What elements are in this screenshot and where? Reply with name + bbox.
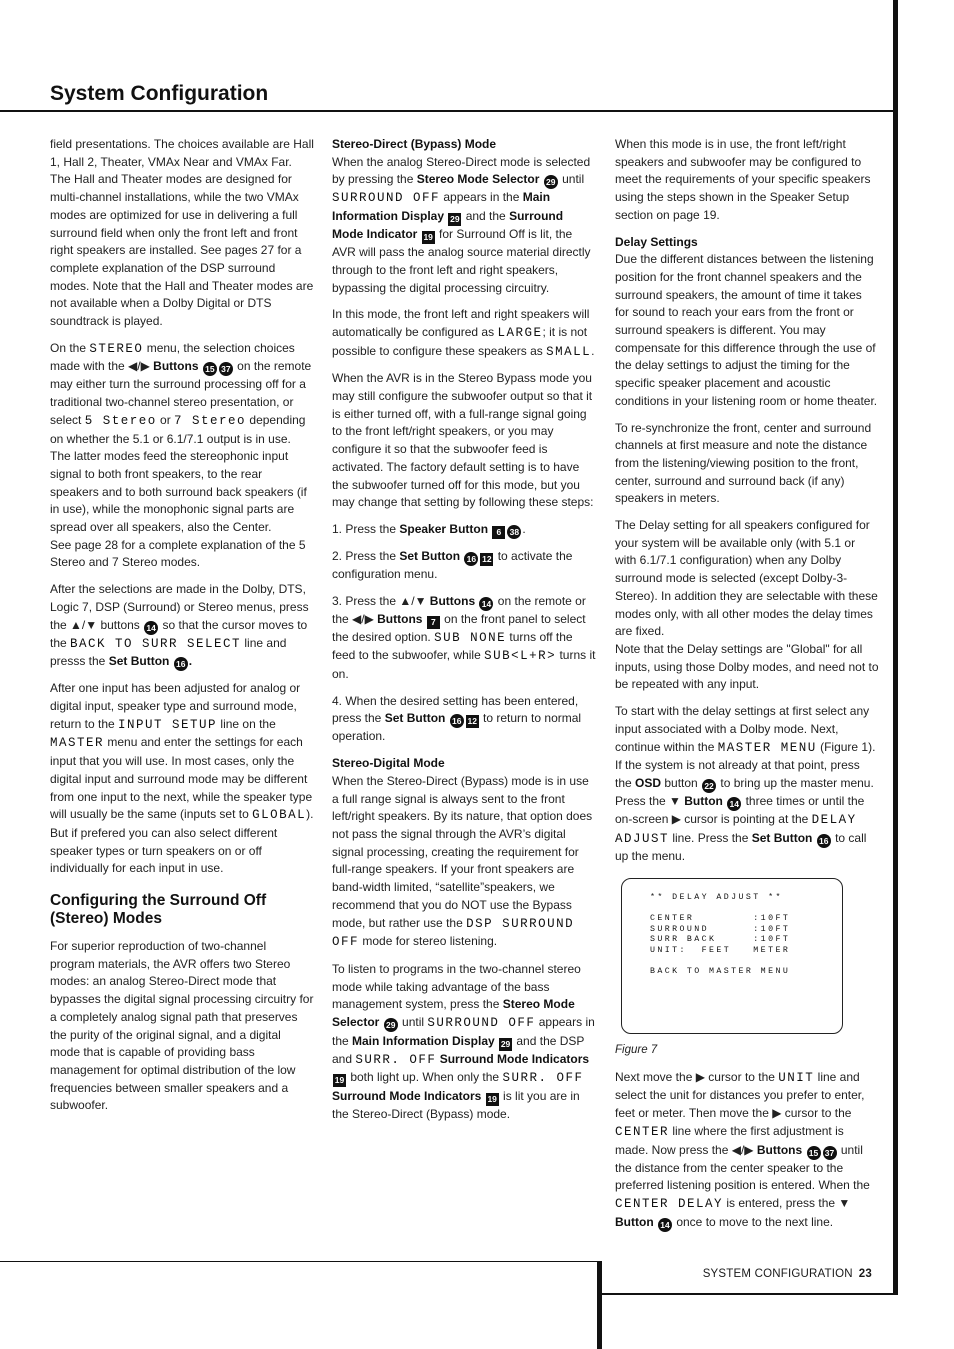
callout-square: 29 — [500, 1038, 511, 1049]
callout-square: 12 — [467, 716, 477, 727]
page-title: System Configuration — [50, 82, 269, 105]
callout-number: 16 — [174, 657, 188, 671]
osd-text: SURR. OFF — [355, 1052, 437, 1067]
callout-number: 16 — [450, 714, 464, 728]
step-item: 2. Press the Set Button 16 12 to activate the configuration menu. — [332, 548, 573, 581]
osd-text: SURR. OFF — [502, 1071, 584, 1086]
paragraph: On the STEREO menu, the selection choices made with the ◀/▶ Buttons 15 37 on the remote may either turn the surround processing off for a traditional two-channel stereo presentation, or select 5 Stereo or 7 Stereo depending on whether the 5.1 or 6.1/7.1 output is in use. The latter modes feed the stereophonic input signal to both front speakers, to the rear speakers and to both surround back speakers (if in use), while the monophonic signal parts are spread over all speakers, also the Center. See page 28 for a complete explanation of the 5 Stereo and 7 Stereo modes. — [50, 340, 312, 570]
osd-delay-adjust-screen — [621, 878, 843, 1034]
osd-text: GLOBAL — [252, 808, 307, 823]
callout-square: 29 — [450, 214, 460, 225]
column-right — [615, 136, 879, 1241]
paragraph: After one input has been adjusted for analog or digital input, speaker type and surround mode, return to the INPUT SETUP line on the MASTER menu and enter the settings for each input that you will use. In most cases, only the digital input and surround mode may be different from one input to the next, while the speaker type will usually be the same (inputs set to GLOBAL). But if prefered you can also select different speaker types or turn speakers on or off individually for each input in use. — [50, 681, 314, 876]
paragraph: After the selections are made in the Dolby, DTS, Logic 7, DSP (Surround) or Stereo menus, press the ▲/▼ buttons 14 so that the cursor moves to the BACK TO SURR SELECT line and presss the Set Button 16 . — [50, 582, 309, 670]
section-heading: Configuring the Surround Off (Stereo) Modes — [50, 892, 267, 928]
column-middle — [332, 136, 596, 1133]
osd-text: MASTER MENU — [717, 740, 817, 755]
callout-number: 14 — [144, 621, 158, 635]
callout-number: 22 — [702, 779, 716, 793]
osd-text: STEREO — [89, 341, 144, 356]
callout-number: 15 — [203, 362, 217, 376]
step-item: 3. Press the ▲/▼ Buttons 14 on the remote or the ◀/▶ Buttons 7 on the front panel to select the desired option. SUB NONE turns off the feed to the subwoofer, while SUB<L+R> turns it on. — [332, 593, 596, 682]
osd-text: BACK TO SURR SELECT — [70, 636, 242, 651]
callout-number: 29 — [384, 1018, 398, 1032]
page-footer — [600, 1268, 872, 1280]
osd-screen-title: ** DELAY ADJUST ** — [650, 893, 783, 903]
callout-number: 16 — [817, 834, 831, 848]
osd-text: CENTER — [615, 1124, 670, 1139]
osd-text: LARGE — [497, 325, 543, 340]
paragraph: For superior reproduction of two-channel program materials, the AVR offers two Stereo modes: an analog Stereo-Direct mode that bypasses the digital signal processing circuitry for a completely analog signal path that preserves the purity of the original signal, and a digital mode that is capable of providing bass management for optimal distribution of the low frequencies between smaller speakers and a subwoofer. — [50, 939, 314, 1113]
osd-text: SUB<L+R> — [484, 649, 557, 664]
osd-text: DSP SURROUND OFF — [332, 916, 575, 950]
paragraph: When this mode is in use, the front left/right speakers and subwoofer may be configured to meet the requirements of your specific speakers using the steps shown in the Speaker Setup section on page 19. — [615, 137, 871, 222]
osd-screen-row: UNIT: FEET METER — [650, 945, 791, 955]
header-rule — [0, 110, 895, 112]
osd-text: SMALL — [546, 344, 592, 359]
osd-text: DELAY ADJUST — [615, 812, 857, 846]
osd-screen-footer: BACK TO MASTER MENU — [650, 967, 791, 977]
callout-square: 19 — [487, 1094, 497, 1105]
footer-underline — [600, 1293, 898, 1295]
callout-square: 12 — [482, 553, 492, 564]
paragraph: When the AVR is in the Stereo Bypass mode you may still configure the subwoofer output so that it is either turned off, with a full-range signal going to the front left/right speakers, or you may configure it so that the subwoofer feed is activated. The factory default setting is to have the subwoofer turned off for this mode, but you may change that setting by following these steps: — [332, 371, 594, 510]
page-number: 23 — [858, 1268, 872, 1280]
osd-screen-row: CENTER :10FT — [650, 914, 791, 924]
column-left — [50, 136, 314, 1124]
osd-screen-row: SURROUND :10FT — [650, 924, 791, 934]
callout-square: 7 — [427, 616, 440, 629]
paragraph: In this mode, the front left and right speakers will automatically be configured as LARGE; it is not possible to configure these speakers as SMALL. — [332, 307, 595, 359]
osd-text: MASTER — [50, 736, 105, 751]
osd-text: 5 Stereo — [84, 413, 157, 428]
callout-number: 15 — [807, 1146, 821, 1160]
callout-number: 38 — [507, 525, 521, 539]
paragraph: Note that the Delay settings are "Global" for all inputs, using those Dolby modes, and need not to be repeated with any input. — [615, 641, 879, 692]
callout-number: 14 — [479, 597, 493, 611]
callout-number: 37 — [823, 1146, 837, 1160]
footer-rule — [0, 1261, 600, 1262]
subsection-heading: Delay Settings — [615, 234, 698, 249]
step-item: 4. When the desired setting has been entered, press the Set Button 16 12 to return to normal operation. — [332, 693, 582, 744]
osd-text: INPUT SETUP — [118, 717, 218, 732]
paragraph: The Delay setting for all speakers configured for your system will be available only (with 5.1 or with 6.1/7.1 configuration) when any Dolby surround mode is selected (except Dolby-3-Stereo). In addition they are selectable with these modes only, with all other modes the delay times are fixed. — [615, 518, 878, 639]
callout-square: 19 — [334, 1075, 345, 1086]
callout-number: 16 — [464, 552, 478, 566]
osd-text: SURROUND OFF — [427, 1016, 536, 1031]
osd-text: SUB NONE — [434, 630, 507, 645]
figure-caption: Figure 7 — [615, 1044, 658, 1057]
callout-number: 29 — [544, 175, 558, 189]
paragraph: To re-synchronize the front, center and surround channels at first measure and note the distance from the listening/viewing position to the front, center, surround and surround back (if any) speakers in meters. — [615, 420, 872, 506]
paragraph: field presentations. The choices available are Hall 1, Hall 2, Theater, VMAx Near and VMAx Far. The Hall and Theater modes are designed for multi-channel installations, while the two VMAx modes are optimized for use in delivering a full surround field when only the front left and front right speakers are installed. See pages 27 for a complete explanation of the DSP surround modes. Note that the Hall and Theater modes are not available when a Dolby Digital or DTS soundtrack is played. — [50, 137, 314, 329]
callout-number: 14 — [727, 797, 741, 811]
osd-screen-row: SURR BACK :10FT — [650, 935, 791, 945]
osd-text: 7 Stereo — [174, 413, 247, 428]
callout-number: 14 — [658, 1218, 672, 1232]
paragraph: When the Stereo-Direct (Bypass) mode is in use a full range signal is always sent to the front left/right speakers. By its nature, that option does not pass the signal through the AVR’s digital signal processing, creating the requirement for full-range speakers. If your front speakers are band-width limited, “satellite”speakers, we recommend that you do NOT use the Bypass mode, but rather use the DSP SURROUND OFF mode for stereo listening. — [332, 773, 593, 950]
callout-square: 6 — [492, 526, 505, 539]
right-edge-bar — [893, 0, 898, 1295]
paragraph: To listen to programs in the two-channel stereo mode while taking advantage of the bass management system, press the Stereo Mode Selector 29 until SURROUND OFF appears in the Main Information Display 29 and the DSP and SURR. OFF Surround Mode Indicators 19 both light up. When only the SURR. OFF Surround Mode Indicators 19 is lit you are in the Stereo-Direct (Bypass) mode. — [332, 961, 595, 1122]
paragraph: Next move the ▶ cursor to the UNIT line and select the unit for distances you prefer to enter, feet or meter. Then move the ▶ cursor to the CENTER line where the first adjustment is made. Now press the ◀/▶ Buttons 15 37 until the distance from the center speaker to the preferred listening position is entered. When the CENTER DELAY is entered, press the ▼ Button 14 once to move to the next line. — [615, 1069, 870, 1230]
callout-square: 19 — [423, 232, 433, 243]
osd-text: UNIT — [778, 1070, 815, 1085]
subsection-heading: Stereo-Digital Mode — [332, 756, 445, 771]
callout-number: 37 — [219, 362, 233, 376]
paragraph: To start with the delay settings at first select any input associated with a Dolby mode. Next, continue within the MASTER MENU (Figure 1). If the system is not already at that point, press the OSD button 22 to bring up the master menu. Press the ▼ Button 14 three times or until the on-screen ▶ cursor is pointing at the DELAY ADJUST line. Press the Set Button 16 to call up the menu. — [615, 704, 876, 864]
step-item: 1. Press the Speaker Button 6 38 . — [332, 521, 526, 537]
osd-text: CENTER DELAY — [615, 1196, 724, 1211]
footer-label: SYSTEM CONFIGURATION — [702, 1268, 853, 1280]
osd-text: SURROUND OFF — [332, 191, 441, 206]
paragraph: Due the different distances between the listening position for the front channel speakers and the surround speakers, the amount of time it takes for sound to reach your ears from the front or surround speakers is different. You may compensate for this difference through the use of the delay settings to adjust the timing for the specific speaker placement and acoustic conditions in your listening room or home theater. — [615, 252, 878, 408]
paragraph: When the analog Stereo-Direct mode is selected by pressing the Stereo Mode Selector 29 until SURROUND OFF appears in the Main Information Display 29 and the Surround Mode Indicator 19 for Surround Off is lit, the AVR will pass the analog source material directly through to the front left and right speakers, bypassing the digital processing circuitry. — [332, 154, 591, 295]
subsection-heading: Stereo-Direct (Bypass) Mode — [332, 137, 497, 151]
